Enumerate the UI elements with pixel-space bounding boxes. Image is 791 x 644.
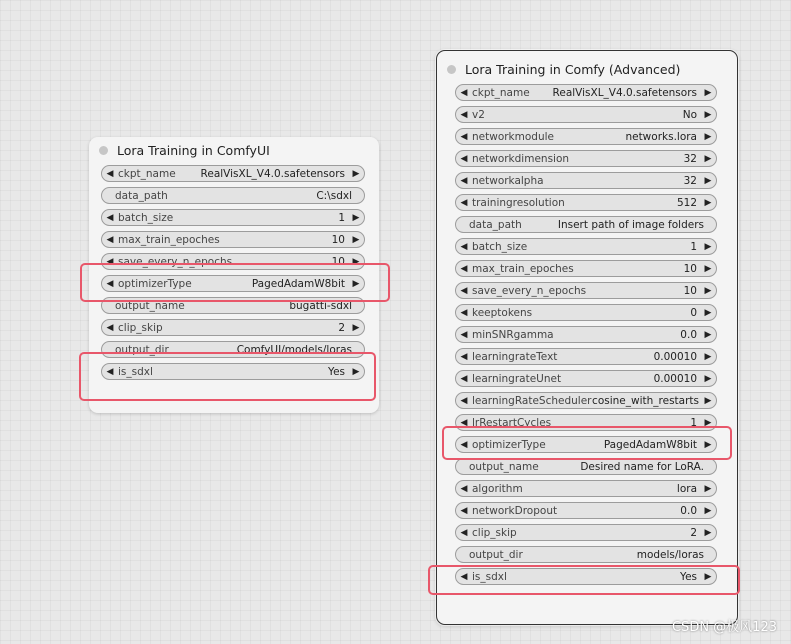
left-arrow-icon[interactable]: ◀ [106,256,114,267]
widget-label: ckpt_name [472,86,530,99]
widget-value: models/loras [636,548,704,561]
left-arrow-icon[interactable]: ◀ [460,373,468,384]
network-alpha-stepper[interactable] [455,172,717,189]
widget-value: Desired name for LoRA. [580,460,704,473]
left-arrow-icon[interactable]: ◀ [460,351,468,362]
widget-label: is_sdxl [118,365,153,378]
left-arrow-icon[interactable]: ◀ [460,395,468,406]
collapse-dot-icon[interactable] [99,146,108,155]
left-arrow-icon[interactable]: ◀ [106,212,114,223]
widget-label: lrRestartCycles [472,416,552,429]
algorithm-combo[interactable] [455,480,717,497]
right-arrow-icon[interactable]: ▶ [704,417,712,428]
left-arrow-icon[interactable]: ◀ [460,109,468,120]
left-arrow-icon[interactable]: ◀ [106,168,114,179]
widget-label: optimizerType [472,438,546,451]
ckpt-name-combo[interactable] [101,165,365,182]
widget-value: 1 [690,416,697,429]
right-arrow-icon[interactable]: ▶ [352,168,360,179]
widget-label: data_path [469,218,522,231]
right-arrow-icon[interactable]: ▶ [704,285,712,296]
widget-label: algorithm [472,482,523,495]
right-arrow-icon[interactable]: ▶ [352,212,360,223]
widget-value: ComfyUI/models/loras [236,343,352,356]
left-arrow-icon[interactable]: ◀ [460,439,468,450]
watermark: CSDN @极风123 [671,620,777,635]
left-arrow-icon[interactable]: ◀ [460,527,468,538]
left-arrow-icon[interactable]: ◀ [460,153,468,164]
learning-rate-scheduler-combo[interactable] [455,392,717,409]
left-arrow-icon[interactable]: ◀ [460,483,468,494]
widget-label: max_train_epoches [118,233,220,246]
left-arrow-icon[interactable]: ◀ [106,366,114,377]
save-every-n-epochs-stepper[interactable] [455,282,717,299]
output-name-field[interactable] [455,458,717,475]
data-path-field[interactable] [455,216,717,233]
widget-value: 10 [331,255,345,268]
data-path-field[interactable] [101,187,365,204]
left-arrow-icon[interactable]: ◀ [460,329,468,340]
widget-label: learningrateText [472,350,558,363]
widget-value: Yes [680,570,697,583]
widget-value: 512 [676,196,697,209]
left-arrow-icon[interactable]: ◀ [460,285,468,296]
widget-label: trainingresolution [472,196,565,209]
left-arrow-icon[interactable]: ◀ [106,278,114,289]
widget-value: No [682,108,697,121]
widget-label: clip_skip [118,321,163,334]
clip-skip-stepper[interactable] [455,524,717,541]
left-arrow-icon[interactable]: ◀ [460,263,468,274]
right-arrow-icon[interactable]: ▶ [704,571,712,582]
widget-value: Yes [328,365,345,378]
right-arrow-icon[interactable]: ▶ [704,307,712,318]
widget-value: PagedAdamW8bit [603,438,697,451]
widget-label: networkDropout [472,504,558,517]
widget-value: 0.0 [680,328,697,341]
widget-value: RealVisXL_V4.0.safetensors [552,86,697,99]
batch-size-stepper[interactable] [101,209,365,226]
widget-value: lora [676,482,697,495]
right-arrow-icon[interactable]: ▶ [704,263,712,274]
widget-value: 1 [338,211,345,224]
widget-label: clip_skip [472,526,517,539]
widget-value: 2 [338,321,345,334]
right-arrow-icon[interactable]: ▶ [704,153,712,164]
learning-rate-unet-stepper[interactable] [455,370,717,387]
left-arrow-icon[interactable]: ◀ [460,571,468,582]
widget-value: 32 [683,174,697,187]
widget-value: 32 [683,152,697,165]
widget-label: networkmodule [472,130,554,143]
widget-label: v2 [472,108,485,121]
widget-value: 0.0 [680,504,697,517]
widget-label: keeptokens [472,306,533,319]
save-every-n-epochs-stepper[interactable] [101,253,365,270]
widget-value: bugatti-sdxl [289,299,352,312]
keep-tokens-stepper[interactable] [455,304,717,321]
right-arrow-icon[interactable]: ▶ [704,197,712,208]
widget-label: learningRateScheduler [472,394,592,407]
widget-label: is_sdxl [472,570,507,583]
node-title: Lora Training in Comfy (Advanced) [465,61,681,77]
right-arrow-icon[interactable]: ▶ [704,329,712,340]
right-arrow-icon[interactable]: ▶ [704,527,712,538]
node-header[interactable] [89,137,379,163]
widget-label: batch_size [118,211,174,224]
widget-label: data_path [115,189,168,202]
left-arrow-icon[interactable]: ◀ [106,234,114,245]
right-arrow-icon[interactable]: ▶ [704,373,712,384]
learning-rate-text-stepper[interactable] [455,348,717,365]
right-arrow-icon[interactable]: ▶ [352,234,360,245]
right-arrow-icon[interactable]: ▶ [704,351,712,362]
optimizer-type-combo[interactable] [455,436,717,453]
right-arrow-icon[interactable]: ▶ [704,483,712,494]
left-arrow-icon[interactable]: ◀ [460,505,468,516]
left-arrow-icon[interactable]: ◀ [460,87,468,98]
training-resolution-stepper[interactable] [455,194,717,211]
right-arrow-icon[interactable]: ▶ [704,505,712,516]
node-title: Lora Training in ComfyUI [117,142,270,158]
right-arrow-icon[interactable]: ▶ [352,366,360,377]
right-arrow-icon[interactable]: ▶ [352,322,360,333]
widget-label: output_dir [115,343,169,356]
widget-label: output_name [469,460,539,473]
node-header[interactable] [437,56,737,82]
widget-value: 10 [331,233,345,246]
right-arrow-icon[interactable]: ▶ [704,87,712,98]
max-train-epoches-stepper[interactable] [455,260,717,277]
collapse-dot-icon[interactable] [447,65,456,74]
right-arrow-icon[interactable]: ▶ [704,241,712,252]
clip-skip-stepper[interactable] [101,319,365,336]
left-arrow-icon[interactable]: ◀ [460,417,468,428]
widget-value: Insert path of image folders [557,218,704,231]
widget-value: 0.00010 [653,350,697,363]
widget-value: 0.00010 [653,372,697,385]
widget-label: output_name [115,299,185,312]
min-snr-gamma-stepper[interactable] [455,326,717,343]
left-arrow-icon[interactable]: ◀ [460,175,468,186]
right-arrow-icon[interactable]: ▶ [704,439,712,450]
right-arrow-icon[interactable]: ▶ [704,175,712,186]
widget-value: PagedAdamW8bit [251,277,345,290]
widget-label: batch_size [472,240,528,253]
left-arrow-icon[interactable]: ◀ [460,197,468,208]
widget-label: save_every_n_epochs [472,284,587,297]
widget-label: ckpt_name [118,167,176,180]
batch-size-stepper[interactable] [455,238,717,255]
right-arrow-icon[interactable]: ▶ [352,278,360,289]
widget-value: networks.lora [625,130,697,143]
left-arrow-icon[interactable]: ◀ [460,307,468,318]
widget-label: max_train_epoches [472,262,574,275]
widget-value: 10 [683,262,697,275]
widget-value: 10 [683,284,697,297]
right-arrow-icon[interactable]: ▶ [352,256,360,267]
widget-value: 0 [690,306,697,319]
widget-value: cosine_with_restarts [592,394,699,407]
widget-label: minSNRgamma [472,328,554,341]
widget-value: RealVisXL_V4.0.safetensors [200,167,345,180]
widget-label: networkdimension [472,152,570,165]
output-dir-field[interactable] [455,546,717,563]
network-module-combo[interactable] [455,128,717,145]
left-arrow-icon[interactable]: ◀ [106,322,114,333]
widget-label: networkalpha [472,174,544,187]
is-sdxl-toggle[interactable] [455,568,717,585]
right-arrow-icon[interactable]: ▶ [704,395,712,406]
is-sdxl-toggle[interactable] [101,363,365,380]
network-dropout-stepper[interactable] [455,502,717,519]
widget-label: optimizerType [118,277,192,290]
lora-training-advanced-node[interactable] [436,50,738,625]
left-arrow-icon[interactable]: ◀ [460,131,468,142]
lora-training-node[interactable] [89,137,379,413]
v2-combo[interactable] [455,106,717,123]
ckpt-name-combo[interactable] [455,84,717,101]
lr-restart-cycles-stepper[interactable] [455,414,717,431]
max-train-epoches-stepper[interactable] [101,231,365,248]
right-arrow-icon[interactable]: ▶ [704,131,712,142]
right-arrow-icon[interactable]: ▶ [704,109,712,120]
widget-value: C:\sdxl [316,189,352,202]
output-dir-field[interactable] [101,341,365,358]
widget-value: 1 [690,240,697,253]
optimizer-type-combo[interactable] [101,275,365,292]
widget-label: output_dir [469,548,523,561]
widget-value: 2 [690,526,697,539]
widget-label: learningrateUnet [472,372,562,385]
network-dimension-stepper[interactable] [455,150,717,167]
widget-label: save_every_n_epochs [118,255,233,268]
left-arrow-icon[interactable]: ◀ [460,241,468,252]
output-name-field[interactable] [101,297,365,314]
